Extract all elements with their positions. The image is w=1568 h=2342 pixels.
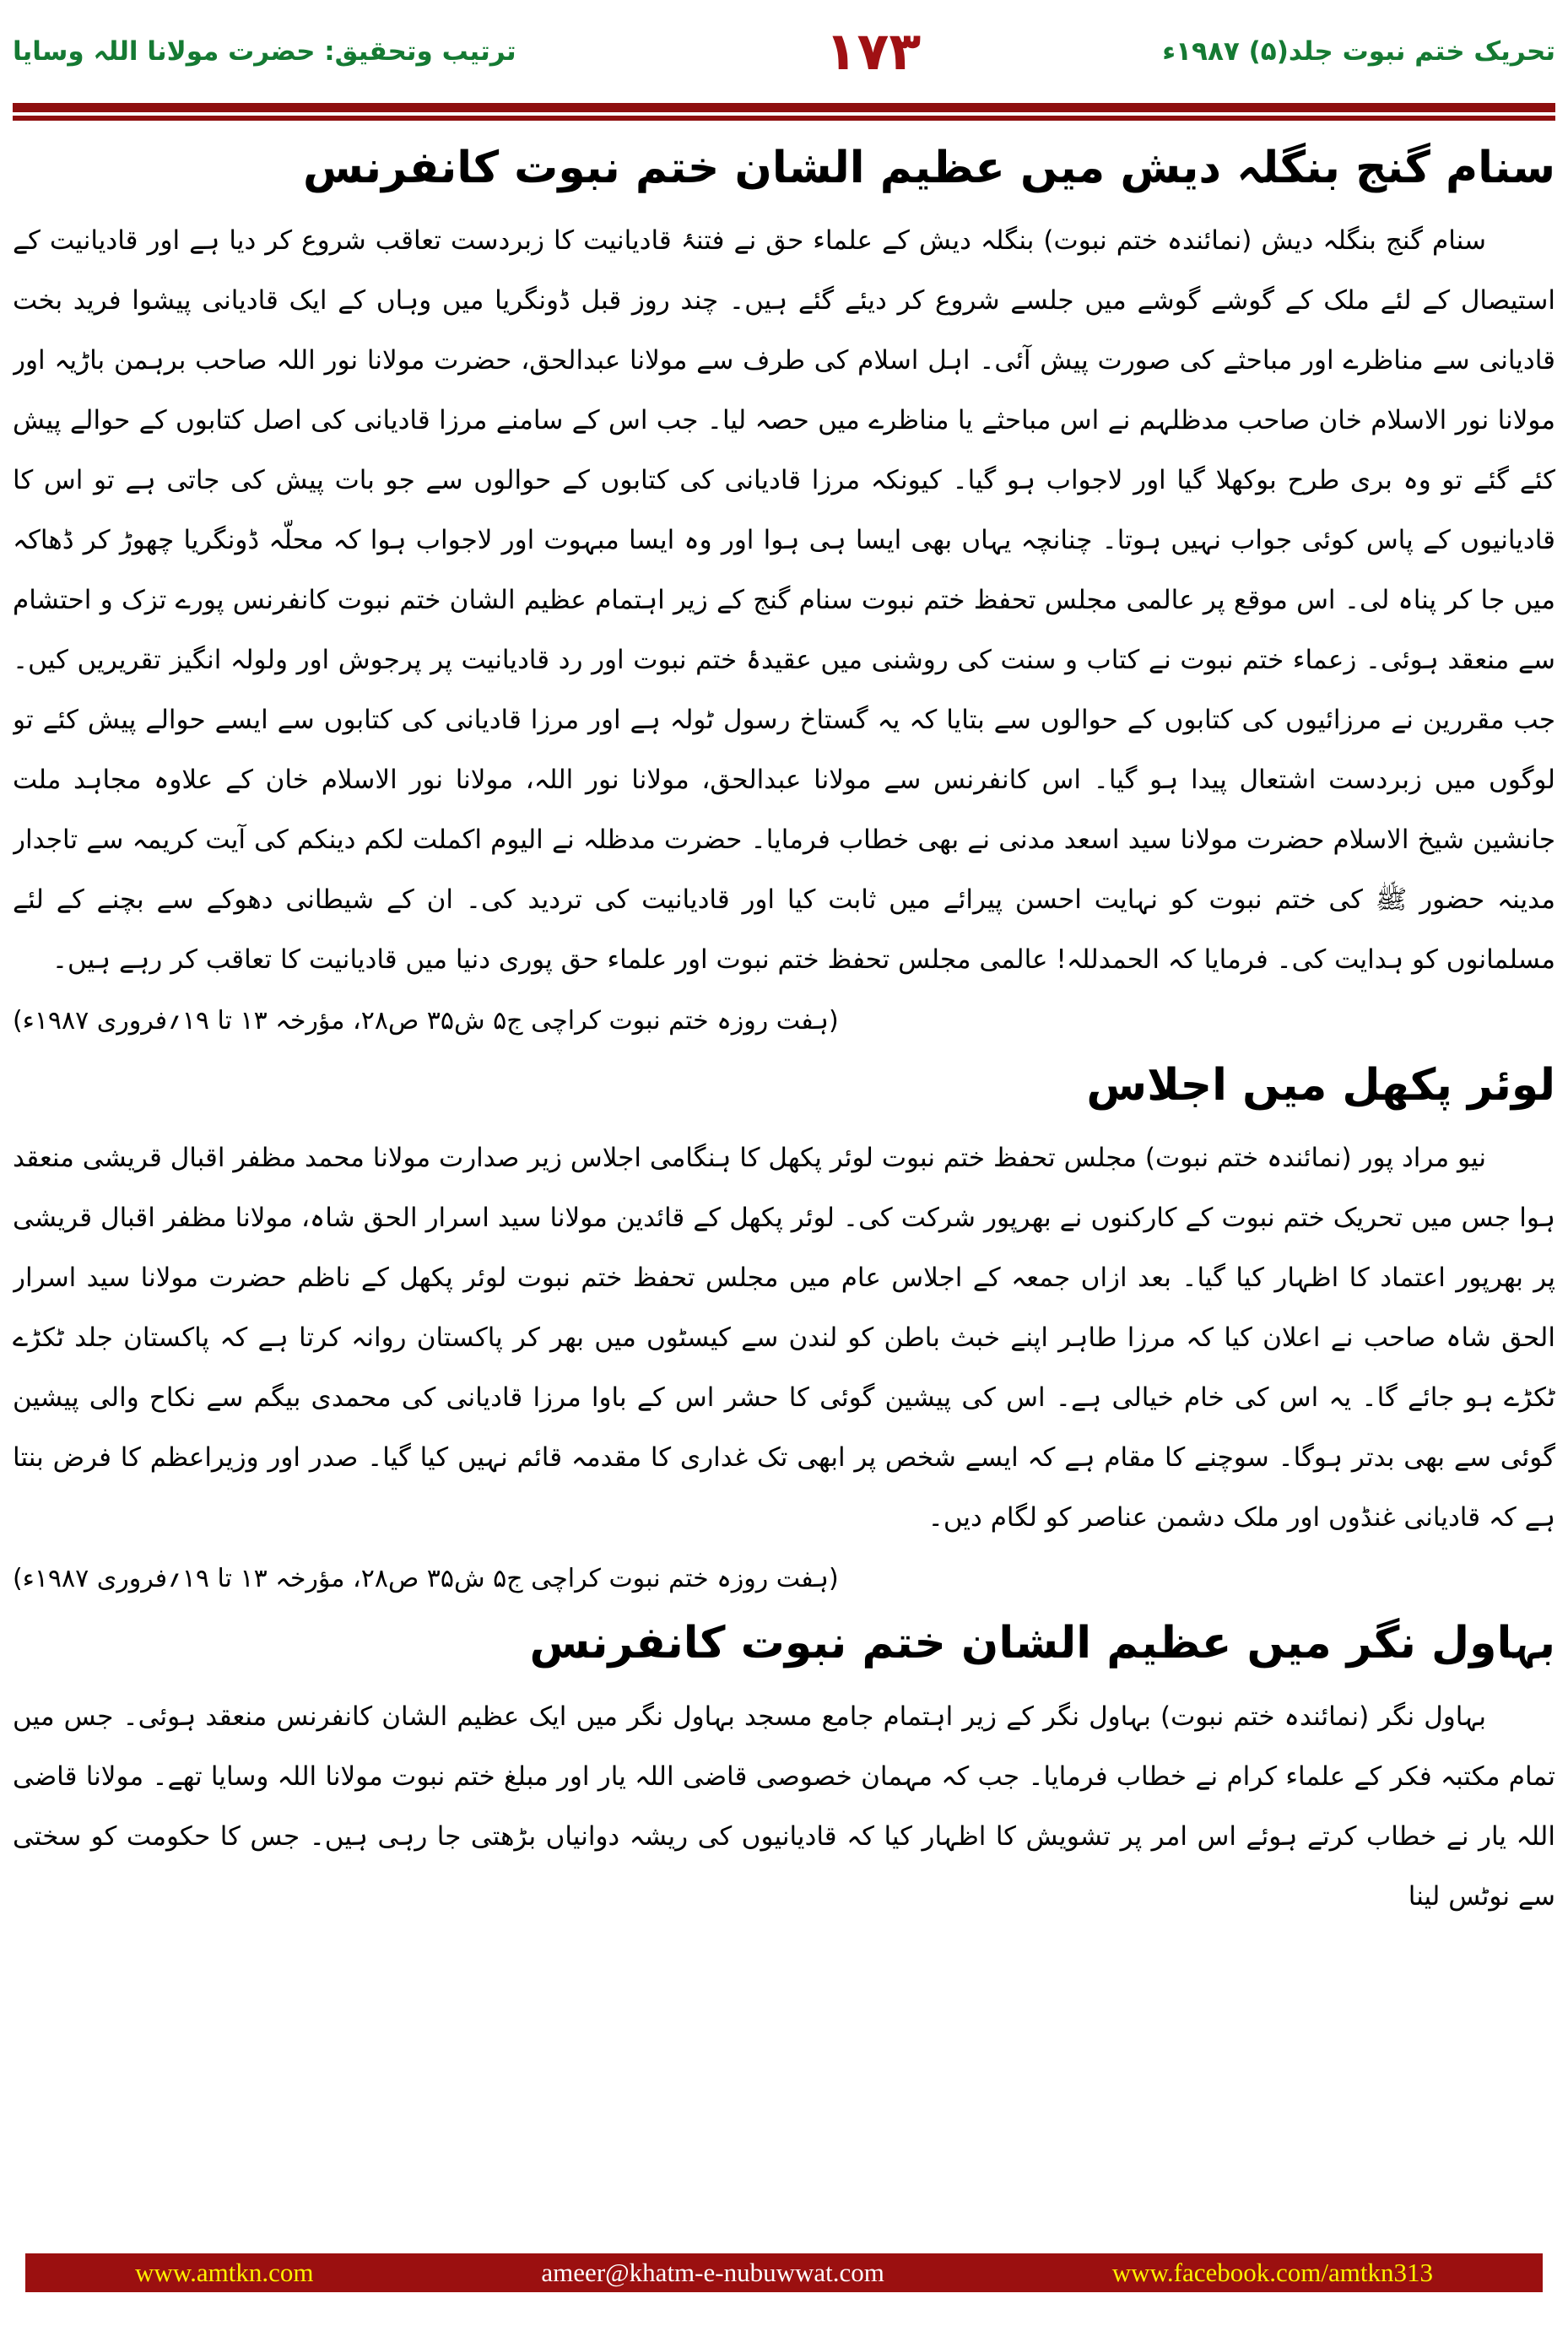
footer-bar [25,2253,1543,2292]
header-rule-thin [13,116,1555,121]
page-header [13,5,1555,98]
citation-line: (ہفت روزہ ختم نبوت کراچی ج۵ ش۳۵ ص۲۸، مؤرخہ ۱۳ تا ۱۹؍فروری ۱۹۸۷ء) [13,1564,839,1594]
section-body-text: سنام گنج بنگلہ دیش (نمائندہ ختم نبوت) بنگلہ دیش کے علماء حق نے فتنۂ قادیانیت کا زبردست تعاقب شروع کر دیا ہے اور قادیانیت کے استیصال کے لئے ملک کے گوشے گوشے میں جلسے شروع کر دیئے گئے ہیں۔ چند روز قبل ڈونگریا میں وہاں کے ایک قادیانی پیشوا فرید بخت قادیانی سے مناظرے اور مباحثے کی صورت پیش آئی۔ اہل اسلام کی طرف سے مولانا عبدالحق، حضرت مولانا نور اللہ صاحب برہمن باڑیہ اور مولانا نور الاسلام خان صاحب مدظلہم نے اس مباحثے یا مناظرے میں حصہ لیا۔ جب اس کے سامنے مرزا قادیانی کی اصل کتابوں کے حوالے پیش کئے گئے تو وہ بری طرح بوکھلا گیا اور لاجواب ہو گیا۔ کیونکہ مرزا قادیانی کی کتابوں کے حوالوں سے جو بات پیش کی جاتی ہے تو اس کا قادیانیوں کے پاس کوئی جواب نہیں ہوتا۔ چنانچہ یہاں بھی ایسا ہی ہوا اور وہ ایسا مبہوت اور لاجواب ہوا کہ محلّہ ڈونگریا چھوڑ کر ڈھاکہ میں جا کر پناہ لی۔ اس موقع پر عالمی مجلس تحفظ ختم نبوت سنام گنج کے زیر اہتمام عظیم الشان ختم نبوت کانفرنس پورے تزک و احتشام سے منعقد ہوئی۔ زعماء ختم نبوت نے کتاب و سنت کی روشنی میں عقیدۂ ختم نبوت اور رد قادیانیت پر پرجوش اور ولولہ انگیز تقریریں کیں۔ جب مقررین نے مرزائیوں کی کتابوں کے حوالوں سے بتایا کہ یہ گستاخ رسول ٹولہ ہے اور مرزا قادیانی کی کتابوں سے ایسے حوالے پیش کئے تو لوگوں میں زبردست اشتعال پیدا ہو گیا۔ اس کانفرنس سے مولانا عبدالحق، مولانا نور اللہ، مولانا نور الاسلام خان کے علاوہ مجاہد ملت جانشین شیخ الاسلام حضرت مولانا سید اسعد مدنی نے بھی خطاب فرمایا۔ حضرت مدظلہ نے الیوم اکملت لکم دینکم کی آیت کریمہ سے تاجدار مدینہ حضور ﷺ کی ختم نبوت کو نہایت احسن پیرائے میں ثابت کیا اور قادیانیت کی تردید کی۔ ان کے شیطانی دھوکے سے بچنے کے لئے مسلمانوں کو ہدایت کی۔ فرمایا کہ الحمدللہ! عالمی مجلس تحفظ ختم نبوت اور علماء حق پوری دنیا میں قادیانیت کا تعاقب کر رہے ہیں۔ [13,225,1555,976]
section-sunamganj-conference [13,138,1555,1044]
citation-line: (ہفت روزہ ختم نبوت کراچی ج۵ ش۳۵ ص۲۸، مؤرخہ ۱۳ تا ۱۹؍فروری ۱۹۸۷ء) [13,1006,839,1036]
section-body-text: بہاول نگر (نمائندہ ختم نبوت) بہاول نگر کے زیر اہتمام جامع مسجد بہاول نگر میں ایک عظیم الشان کانفرنس منعقد ہوئی۔ جس میں تمام مکتبہ فکر کے علماء کرام نے خطاب فرمایا۔ جب کہ مہمان خصوصی قاضی اللہ یار اور مبلغ ختم نبوت مولانا اللہ وسایا تھے۔ مولانا قاضی اللہ یار نے خطاب کرتے ہوئے اس امر پر تشویش کا اظہار کیا کہ قادیانیوں کی ریشہ دوانیاں بڑھتی جا رہی ہیں۔ جس کا حکومت کو سختی سے نوٹس لینا [13,1701,1555,1912]
header-rule-thick [13,103,1555,112]
page-number: ۱۷۳ [825,20,922,82]
section-bahawalnagar-conference [13,1614,1555,1926]
edition-title: تحریک ختم نبوت جلد(۵) ۱۹۸۷ء [1162,36,1555,67]
compiler-title: ترتیب وتحقیق: حضرت مولانا اللہ وسایا [13,36,516,67]
section-body-text: نیو مراد پور (نمائندہ ختم نبوت) مجلس تحفظ ختم نبوت لوئر پکھل کا ہنگامی اجلاس زیر صدارت مولانا محمد مظفر اقبال قریشی منعقد ہوا جس میں تحریک ختم نبوت کے کارکنوں نے بھرپور شرکت کی۔ لوئر پکھل کے قائدین مولانا سید اسرار الحق شاہ، مولانا مظفر اقبال قریشی پر بھرپور اعتماد کا اظہار کیا گیا۔ بعد ازاں جمعہ کے اجلاس عام میں مجلس تحفظ ختم نبوت لوئر پکھل کے ناظم حضرت مولانا سید اسرار الحق شاہ صاحب نے اعلان کیا کہ مرزا طاہر اپنے خبث باطن کو لندن سے کیسٹوں میں بھر کر پاکستان روانہ کرتا ہے کہ پاکستان جلد ٹکڑے ٹکڑے ہو جائے گا۔ یہ اس کی خام خیالی ہے۔ اس کی پیشین گوئی کا حشر اس کے باوا مرزا قادیانی کی محمدی بیگم سے نکاح والی پیشین گوئی سے بھی بدتر ہوگا۔ سوچنے کا مقام ہے کہ ایسے شخص پر ابھی تک غداری کا مقدمہ قائم نہیں کیا گیا۔ صدر اور وزیراعظم کا فرض بنتا ہے کہ قادیانی غنڈوں اور ملک دشمن عناصر کو لگام دیں۔ [13,1143,1555,1533]
section-lower-pakhal-meeting [13,1056,1555,1602]
footer-website-link[interactable]: www.amtkn.com [135,2258,314,2287]
section-heading: بہاول نگر میں عظیم الشان ختم نبوت کانفرنس [529,1618,1555,1669]
page-content [13,127,1555,2241]
footer-facebook-link[interactable]: www.facebook.com/amtkn313 [1111,2258,1433,2287]
section-heading: لوئر پکھل میں اجلاس [1086,1060,1555,1112]
section-heading: سنام گنج بنگلہ دیش میں عظیم الشان ختم نبوت کانفرنس [302,143,1555,193]
footer-email-link[interactable]: ameer@khatm-e-nubuwwat.com [541,2258,884,2287]
